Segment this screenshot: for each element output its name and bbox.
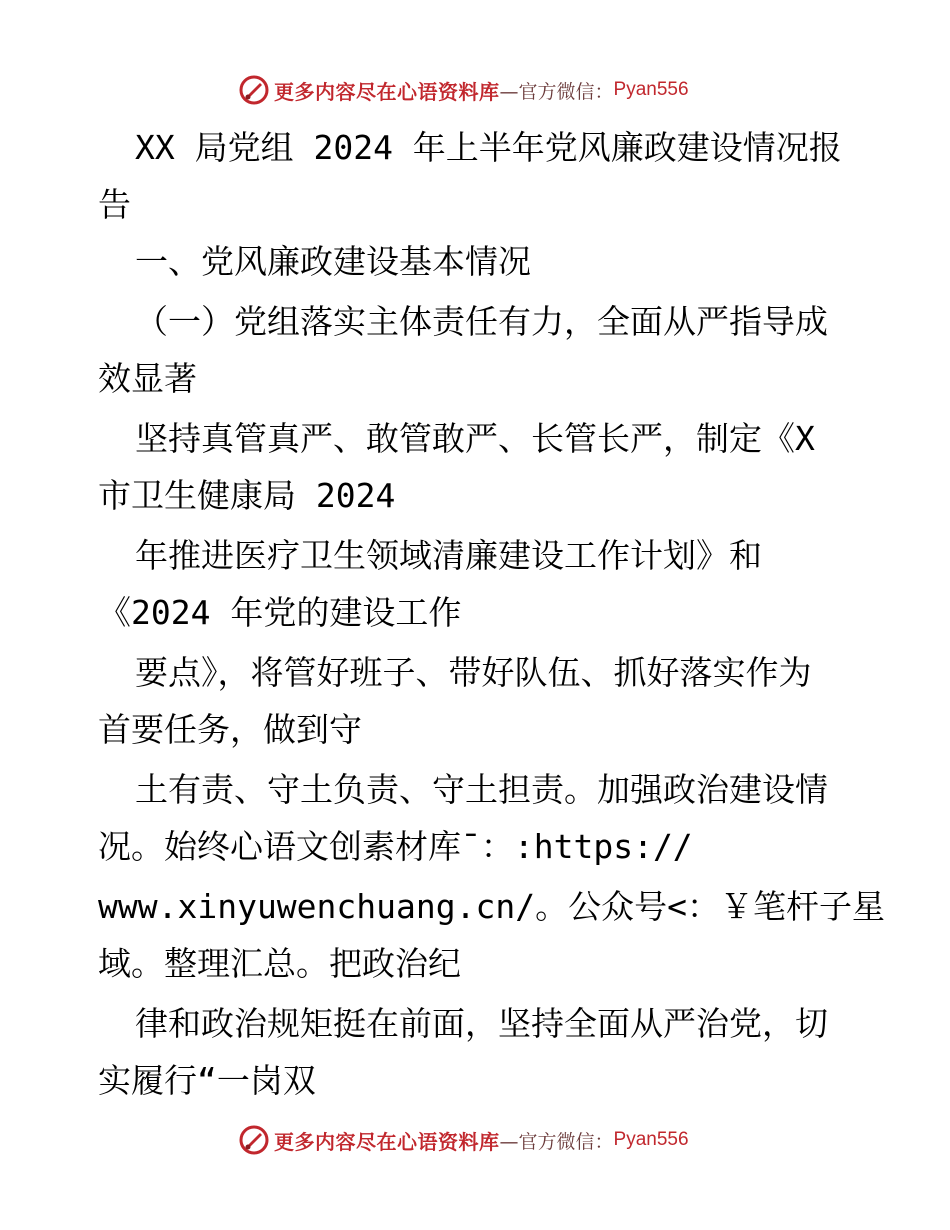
- text-line: 况。始终心语文创素材库¯：:https://: [98, 827, 693, 866]
- watermark-main-text: 更多内容尽在心语资料库: [274, 1129, 500, 1154]
- section-heading: 一、党风廉政建设基本情况: [135, 242, 531, 281]
- text-line: www.xinyuwenchuang.cn/。公众号<：￥笔杆子星: [98, 887, 885, 926]
- watermark-wechat-id: Pyan556: [613, 1129, 689, 1150]
- text-line: 坚持真管真严、敢管敢严、长管长严，制定《X: [135, 419, 815, 458]
- watermark-main-text: 更多内容尽在心语资料库: [274, 79, 500, 104]
- watermark-sub-text: —官方微信：: [499, 80, 614, 103]
- text-line: 土有责、守土负责、守土担责。加强政治建设情: [135, 770, 828, 809]
- text-line: 告: [98, 185, 131, 224]
- text-line: 实履行“一岗双: [98, 1061, 316, 1100]
- watermark-wechat-id: Pyan556: [613, 79, 689, 100]
- text-line: XX 局党组 2024 年上半年党风廉政建设情况报: [135, 128, 842, 167]
- text-line: 要点》，将管好班子、带好队伍、抓好落实作为: [135, 653, 812, 692]
- footer-watermark: [238, 1123, 689, 1157]
- text-line: 市卫生健康局 2024: [98, 476, 396, 515]
- text-line: 首要任务，做到守: [98, 710, 362, 749]
- text-line: 律和政治规矩挺在前面，坚持全面从严治党，切: [135, 1004, 828, 1043]
- brush-logo-icon: [238, 1124, 270, 1156]
- text-line: 效显著: [98, 359, 197, 398]
- text-line: 年推进医疗卫生领域清廉建设工作计划》和: [135, 536, 762, 575]
- text-line: 域。整理汇总。把政治纪: [98, 944, 461, 983]
- text-line: 《2024 年党的建设工作: [98, 593, 462, 632]
- subsection-heading: （一）党组落实主体责任有力，全面从严指导成: [135, 302, 828, 341]
- watermark-sub-text: —官方微信：: [499, 1130, 614, 1153]
